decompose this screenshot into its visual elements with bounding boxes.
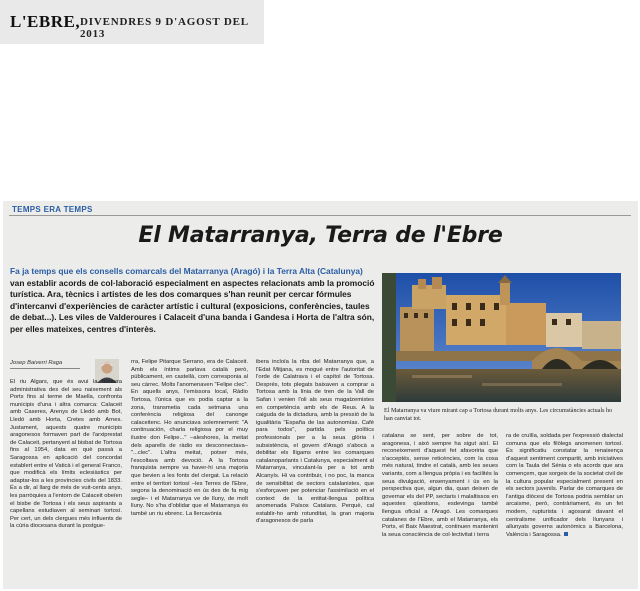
section-label: TEMPS ERA TEMPS <box>12 205 93 214</box>
end-of-article-mark <box>564 532 568 536</box>
lead-highlight: Fa ja temps que els consells comarcals del Matarranya (Aragó) i la Terra Alta (Catalunya) <box>10 266 363 276</box>
section-rule <box>9 215 631 216</box>
author-byline: Josep Baiverri Raga <box>10 360 63 366</box>
town-photo <box>382 273 621 402</box>
photo-caption: El Matarranya va viure mirant cap a Tortosa durant molts anys. Les circumstàncies actuals ho han canviat tot. <box>384 408 613 422</box>
article-column-5 <box>506 433 623 539</box>
publication-date: DIVENDRES 9 D'AGOST DEL 2013 <box>80 16 249 40</box>
article-column-1: El riu Algars, que és avui la frontera administrativa des del seu naixement als Ports fins al terme de Maella, confronta municipis d'una i altra comarca: Calaceit amb Caseres, Arenys de Lledó amb Bot, Lledó amb Horta, Cretes amb Arnes. Justament, aquests quatre municipis aragonesos formaven part de l'arxiprestat de Calaceit, pertanyent al bisbat de Tortosa fins al 1954, data en què passà a Saragossa en aplicació del concordat establert entre el Vaticà i el general Franco, que modificà els límits eclesiàstics per adaptar-los a les províncies civils del 1833. És a dir, al llarg de més de vuit-cents anys, les parròquies a l'entorn de Calaceit obeïen el bisbe de Tortosa i els seus aspirants a capellans estudiaven al seminari tortosí. Per cert, un dels clergues més influents de la cúria diocesana durant la postgue- <box>10 379 122 530</box>
newspaper-name: L'EBRE, <box>10 12 81 31</box>
article-page <box>3 201 638 589</box>
newspaper-masthead <box>0 0 264 44</box>
article-headline: El Matarranya, Terra de l'Ebre <box>138 223 503 248</box>
column-5-text: ra de cruïlla, soldada per l'expressió dialectal comuna que els filòlegs anomenen tortosí. És significatiu constatar la renaixença d'aquest sentiment compartit, amb iniciatives com la Taula del Sénia o els acords que ara començem, que sorgeix de la societat civil de la cultura popular especialment present en els sectors juvenils. Parlar de comarques de l'antiga diòcesi de Tortosa podria semblar un arcaisme, però, contràriament, és un fet modern, rupturista i agosarat davant el centralisme unificador dels llunyans i allunyats governs autonòmics a Barcelona, València i Saragossa. <box>506 433 623 538</box>
byline-rule <box>10 368 80 369</box>
article-column-3: ibera incloïa la riba del Matarranya que, a l'Edat Mitjana, es mogué entre l'autoritat de l'orde de Calatrava i el capítol de Tortosa. Després, tots plegats baixaven a comprar a Tortosa amb la línia de tren de la Vall de Safan i venien l'oli als seus magatzemistes en competència amb els de Reus. A la caiguda de la dictadura, amb la pressió de la igualitària "España de las autonomías. Café para todos", partida pels polítics professionals per a la seua glòria i subsistència, el govern d'Aragó s'abocà a debilitar els lligams entre les comarques catalanoparlants i Catalunya, especialment al Matarranya, vinculant-la per a tot amb Alcanyís. Hi va contribuir, i no poc, la manca de sensibilitat de sectors catalanistes, que s'esforçaven per potenciar l'assimilació en el context de la entitat-llengua política anomenada Països Catalans. Perquè, cal establir-ho amb rotunditat, la gran majoria d'aragonesos de parla <box>256 359 374 525</box>
article-lead <box>10 266 375 336</box>
article-column-2: rra, Felipe Pitarque Serrano, era de Calaceit. Amb els íntims parlava català però, públicament, en castellà, com corresponia al seu càrrec. Molts l'anomenaven "Felipe clec". En aquells anys, l'emissora local, Ràdio Tortosa, l'única que es podia captar a la zona, transmetia cada setmana una conferència religiosa del canonge calaceitenc. Ho anunciava solemnement: "A continuación, charla religiosa por el muy ilustre don Felipe..." –aleshores, la meitat dels aparells de ràdio es desconnectava– "...clec". L'altra meitat, potser més, l'escoltava amb devoció. A la Tortosa franquista sempre va haver-hi una majoria que bevien a les fonts del clergat. La relació entre el territori tortosí –les Terres de l'Ebre, segons la denominació en ús des de fa mig segle– i el Matarranya ve de lluny, de molt lluny. No s'ha d'oblidar que el Matarranya és també un riu ebrenc. La llercavònia <box>131 359 248 517</box>
article-column-4: catalana se sent, per sobre de tot, aragonesa, i això sempre ha sigut així. El reconeixement d'aquest fet afavoriria que s'acceptés, sense reticències, com la cosa més natural, tindre el català, amb les seues variants, com a llengua pròpia i es facilités la seua divulgació, ensenyament i ús en la perspectiva que, algun dia, quan deixen de governar els del PP, sectaris i malaltissos en aquestes qüestions, esdevinga també llengua oficial a l'Aragó. Les comarques catalanes de l'Ebre, amb el Matarranya, els Ports, el Baix Maestrat, continuen mantenint la seua consciència de col·lectivitat i terra <box>382 433 498 538</box>
lead-text: van establir acords de col·laboració especialment en aspectes relacionats amb la promoció turística. Ara, tècnics i artistes de les dos comarques s'han reunit per cercar fórmules d'intercanvi d'experiències de caràcter artístic i cultural (exposicions, conferències, taules de debat...). Les viles de Valderoures i Calaceit d'una banda i Gandesa i Horta de l'altra són, per elles mateixes, centres d'interès. <box>10 277 375 334</box>
valderrobres-illustration <box>382 273 621 402</box>
